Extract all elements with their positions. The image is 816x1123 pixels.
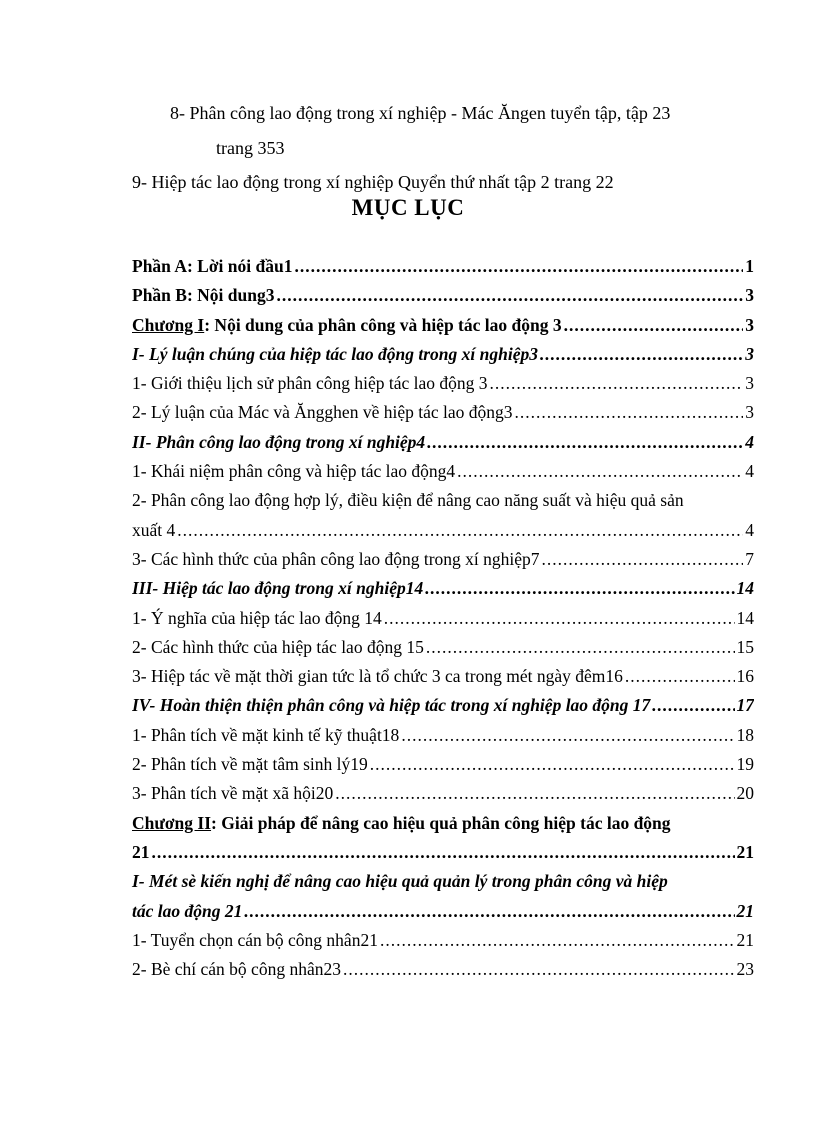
dot-leader: [177, 520, 743, 541]
toc-page-number: 15: [736, 636, 754, 657]
toc-entry-text: tác lao động 21: [132, 900, 243, 921]
toc-page-number: 23: [736, 959, 754, 980]
toc-entry-section-c2-1[interactable]: [132, 871, 754, 930]
toc-entry-section-3[interactable]: [132, 578, 754, 607]
toc-page-number: 14: [736, 578, 754, 599]
toc-page-number: 1: [745, 256, 754, 276]
toc-entry-4-2[interactable]: [132, 754, 754, 783]
toc-entry-phan-b[interactable]: [132, 285, 754, 314]
toc-entry-3-2[interactable]: [132, 637, 754, 666]
toc-entry-text: [132, 315, 562, 336]
dot-leader: [244, 901, 734, 922]
toc-page-number: 21: [736, 841, 754, 862]
toc-entry-2-2[interactable]: [132, 490, 754, 549]
toc-page-number: 21: [736, 900, 754, 921]
toc-entry-1-2[interactable]: [132, 402, 754, 431]
toc-page-number: 4: [745, 461, 754, 482]
reference-8-line2: trang 353: [216, 138, 285, 158]
dot-leader: [490, 373, 744, 394]
toc-page-number: 3: [745, 314, 754, 335]
toc-entry-text: xuất 4: [132, 519, 176, 540]
toc-page-number: 19: [736, 754, 754, 775]
toc-page-number: 18: [736, 724, 754, 745]
dot-leader: [457, 461, 743, 482]
dot-leader: [343, 959, 735, 980]
toc-entry-c2-1-1[interactable]: [132, 930, 754, 959]
toc-page-number: 3: [745, 402, 754, 423]
reference-9: 9- Hiệp tác lao động trong xí nghiệp Quyển thứ nhất tập 2 trang 22: [132, 172, 614, 192]
dot-leader: [652, 695, 734, 716]
toc-entry-text: IV- Hoàn thiện thiện phân công và hiệp tác trong xí nghiệp lao động 17: [132, 695, 651, 716]
toc-entry-text: 1- Giới thiệu lịch sử phân công hiệp tác lao động 3: [132, 373, 488, 394]
dot-leader: [426, 637, 735, 658]
dot-leader: [401, 725, 734, 746]
dot-leader: [370, 754, 735, 775]
dot-leader: [152, 842, 735, 863]
dot-leader: [425, 578, 734, 599]
toc-entry-chuong-1[interactable]: [132, 315, 754, 344]
dot-leader: [335, 783, 734, 804]
toc-page-number: 17: [736, 695, 754, 716]
toc-entry-text: Phần A: Lời nói đầu1: [132, 256, 293, 276]
toc-page-number: 14: [736, 607, 754, 628]
toc-entry-text: 2- Phân tích về mặt tâm sinh lý19: [132, 754, 368, 775]
toc-page-number: 4: [745, 431, 754, 452]
toc-entry-text: III- Hiệp tác lao động trong xí nghiệp14: [132, 578, 424, 599]
toc-entry-text: 2- Bè chí cán bộ công nhân23: [132, 959, 341, 980]
toc-entry-text-line1: [132, 813, 754, 842]
chapter-label: Chương II: [132, 812, 212, 833]
dot-leader: [384, 608, 735, 629]
dot-leader: [564, 315, 744, 336]
dot-leader: [276, 285, 743, 306]
dot-leader: [294, 256, 743, 277]
toc-entry-3-1[interactable]: [132, 608, 754, 637]
toc-page-number: 3: [745, 373, 754, 394]
toc-entry-text: 1- Khái niệm phân công và hiệp tác lao động4: [132, 461, 456, 482]
toc-entry-text: 2- Lý luận của Mác và Ăngghen về hiệp tác lao động3: [132, 402, 513, 423]
toc-entry-text: 1- Tuyển chọn cán bộ công nhân21: [132, 929, 378, 950]
dot-leader: [380, 930, 735, 951]
chapter-title: : Nội dung của phân công và hiệp tác lao động 3: [204, 314, 562, 335]
toc-entry-text: 3- Phân tích về mặt xã hội20: [132, 783, 334, 804]
toc-page-number: 3: [745, 343, 754, 364]
toc-entry-text: 3- Các hình thức của phân công lao động trong xí nghiệp7: [132, 548, 540, 569]
chapter-label: Chương I: [132, 314, 205, 335]
toc-entry-text: 3- Hiệp tác về mặt thời gian tức là tổ chức 3 ca trong mét ngày đêm16: [132, 666, 623, 687]
toc-page-number: 4: [745, 519, 754, 540]
dot-leader: [427, 432, 743, 453]
toc-entry-section-2[interactable]: [132, 432, 754, 461]
toc-page-number: 20: [736, 783, 754, 804]
toc-entry-text: 1- Ý nghĩa của hiệp tác lao động 14: [132, 607, 382, 628]
table-of-contents: [132, 256, 754, 988]
toc-entry-text: 21: [132, 841, 150, 862]
toc-entry-chuong-2[interactable]: [132, 813, 754, 872]
toc-page-number: 3: [745, 285, 754, 306]
dot-leader: [515, 402, 744, 423]
toc-entry-text: I- Lý luận chúng của hiệp tác lao động trong xí nghiệp3: [132, 343, 538, 364]
toc-entry-2-1[interactable]: [132, 461, 754, 490]
toc-entry-4-3[interactable]: [132, 783, 754, 812]
toc-entry-section-4[interactable]: [132, 695, 754, 724]
chapter-title: : Giải pháp để nâng cao hiệu quả phân công hiệp tác lao động: [211, 812, 671, 833]
dot-leader: [540, 344, 743, 365]
toc-page-number: 16: [736, 666, 754, 687]
toc-entry-4-1[interactable]: [132, 725, 754, 754]
dot-leader: [542, 549, 744, 570]
page-title: MỤC LỤC: [351, 195, 465, 220]
toc-entry-2-3[interactable]: [132, 549, 754, 578]
toc-page-number: 7: [745, 548, 754, 569]
toc-entry-3-3[interactable]: [132, 666, 754, 695]
reference-8-line1: 8- Phân công lao động trong xí nghiệp - Mác Ăngen tuyển tập, tập 23: [170, 103, 671, 123]
toc-entry-section-1[interactable]: [132, 344, 754, 373]
toc-entry-text-line1: I- Mét sè kiến nghị để nâng cao hiệu quả quản lý trong phân công và hiệp: [132, 871, 668, 892]
toc-entry-1-1[interactable]: [132, 373, 754, 402]
dot-leader: [625, 666, 735, 687]
toc-entry-text: 2- Các hình thức của hiệp tác lao động 15: [132, 636, 424, 657]
toc-entry-text-line1: 2- Phân công lao động hợp lý, điều kiện để nâng cao năng suất và hiệu quả sản: [132, 490, 684, 511]
toc-entry-phan-a[interactable]: [132, 256, 754, 285]
toc-entry-text: II- Phân công lao động trong xí nghiệp4: [132, 431, 426, 452]
toc-entry-text: 1- Phân tích về mặt kinh tế kỹ thuật18: [132, 724, 400, 745]
toc-entry-c2-1-2[interactable]: [132, 959, 754, 988]
toc-page-number: 21: [736, 929, 754, 950]
toc-entry-text: Phần B: Nội dung3: [132, 285, 275, 306]
